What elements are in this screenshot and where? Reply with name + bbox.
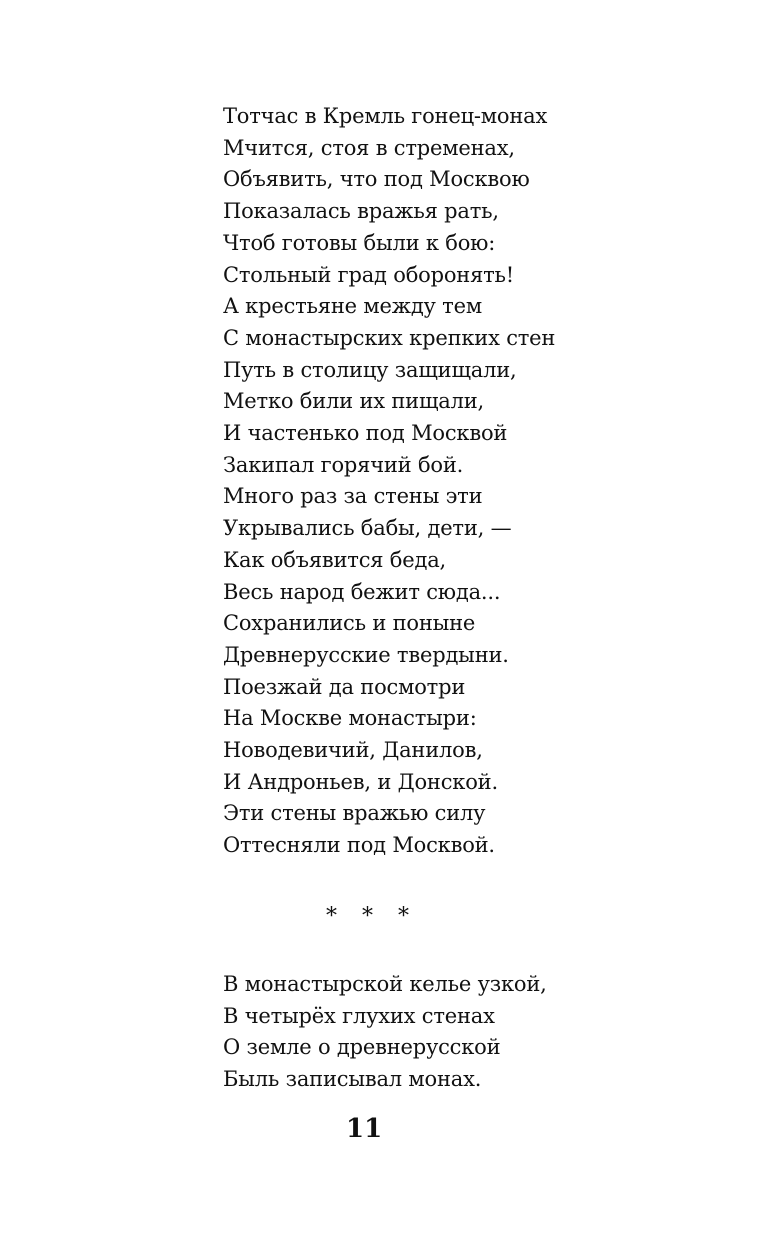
poem-line: Как объявится беда, xyxy=(223,547,446,572)
page-number: 11 xyxy=(346,1114,383,1144)
poem-line: Быль записывал монах. xyxy=(223,1067,482,1092)
poem-line: О земле о древнерусской xyxy=(223,1035,501,1060)
poem-line: Стольный град оборонять! xyxy=(223,262,515,287)
poem-line: И частенько под Москвой xyxy=(223,421,508,446)
poem-line: В четырёх глухих стенах xyxy=(223,1003,495,1028)
poem-line: На Москве монастыри: xyxy=(223,706,477,731)
poem-line: А крестьяне между тем xyxy=(223,294,482,319)
poem-line: Объявить, что под Москвою xyxy=(223,167,530,192)
poem-line: Сохранились и поныне xyxy=(223,611,476,636)
poem-line: Эти стены вражью силу xyxy=(223,801,486,826)
poem-line: Метко били их пищали, xyxy=(223,389,485,414)
poem-line: С монастырских крепких стен xyxy=(223,325,556,350)
poem-line: Много раз за стены эти xyxy=(223,484,483,509)
poem-line: В монастырской келье узкой, xyxy=(223,972,547,996)
poem-line: Оттесняли под Москвой. xyxy=(223,833,495,858)
poem-line: Чтоб готовы были к бою: xyxy=(223,230,496,255)
section-divider: * * * xyxy=(326,904,418,929)
poem-line: Показалась вражья рать, xyxy=(223,199,499,224)
poem-stanza-2 xyxy=(223,969,547,1096)
poem-line: Новодевичий, Данилов, xyxy=(223,738,483,763)
poem-line: Закипал горячий бой. xyxy=(223,452,464,477)
poem-line: Древнерусские твердыни. xyxy=(223,642,509,667)
poem-line: Мчится, стоя в стременах, xyxy=(223,135,515,160)
poem-line: Укрывались бабы, дети, — xyxy=(223,516,512,541)
poem-stanza-1 xyxy=(223,101,555,862)
poem-line: Путь в столицу защищали, xyxy=(223,357,517,382)
poem-line: И Андроньев, и Донской. xyxy=(223,769,498,794)
poem-line: Тотчас в Кремль гонец-монах xyxy=(223,104,548,128)
poem-line: Весь народ бежит сюда... xyxy=(223,579,501,604)
poem-line: Поезжай да посмотри xyxy=(223,674,466,699)
